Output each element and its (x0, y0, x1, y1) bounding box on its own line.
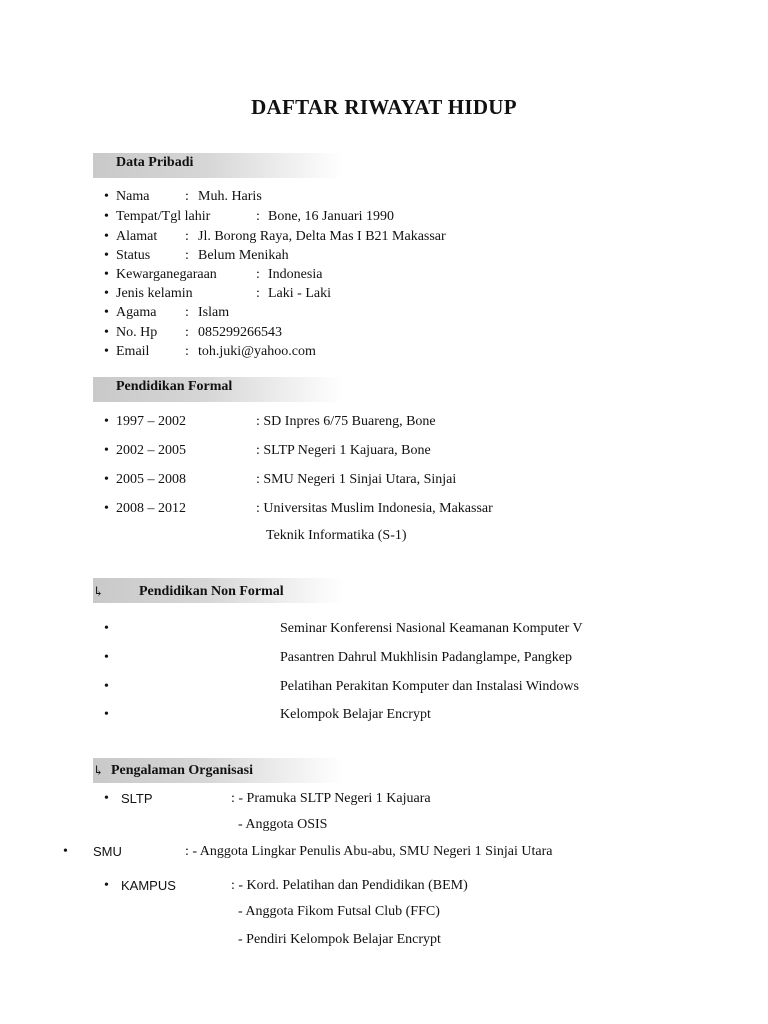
education-school: : SMU Negeri 1 Sinjai Utara, Sinjai (256, 472, 457, 487)
org-entry: : - Anggota Lingkar Penulis Abu-abu, SMU Negeri 1 Sinjai Utara (185, 844, 553, 859)
page-title: DAFTAR RIWAYAT HIDUP (251, 95, 517, 119)
bullet-icon: • (104, 305, 109, 320)
training-item: Kelompok Belajar Encrypt (280, 707, 431, 722)
training-item: Seminar Konferensi Nasional Keamanan Komputer V (280, 621, 583, 636)
bullet-icon: • (104, 248, 109, 263)
hook-arrow-icon: ↳ (93, 584, 104, 599)
field-label: Kewarganegaraan (116, 267, 217, 282)
bullet-icon: • (104, 267, 109, 282)
field-label: Alamat (116, 229, 158, 244)
field-label: No. Hp (116, 325, 158, 340)
bullet-icon: • (104, 286, 109, 301)
field-value: Bone, 16 Januari 1990 (268, 209, 394, 224)
bullet-icon: • (104, 679, 109, 694)
section-heading-formal: Pendidikan Formal (116, 379, 233, 394)
education-period: 1997 – 2002 (116, 414, 186, 429)
education-period: 2002 – 2005 (116, 443, 186, 458)
org-entry: : - Pramuka SLTP Negeri 1 Kajuara (231, 791, 431, 806)
field-label: Agama (116, 305, 157, 320)
bullet-icon: • (104, 650, 109, 665)
org-entry: - Anggota OSIS (238, 817, 328, 832)
education-period: 2008 – 2012 (116, 501, 186, 516)
bullet-icon: • (104, 189, 109, 204)
bullet-icon: • (104, 325, 109, 340)
bullet-icon: • (104, 209, 109, 224)
field-separator: : (185, 305, 189, 320)
training-item: Pasantren Dahrul Mukhlisin Padanglampe, Pangkep (280, 650, 573, 665)
field-label: Status (116, 248, 151, 263)
section-heading-organization: Pengalaman Organisasi (111, 763, 253, 778)
field-value: toh.juki@yahoo.com (198, 344, 316, 359)
field-label: Nama (116, 189, 150, 204)
org-level-label: SMU (93, 844, 122, 859)
field-separator: : (256, 267, 260, 282)
field-value: Laki - Laki (268, 286, 331, 301)
field-value: Jl. Borong Raya, Delta Mas I B21 Makassar (198, 229, 446, 244)
training-item: Pelatihan Perakitan Komputer dan Instalasi Windows (280, 679, 579, 694)
education-period: 2005 – 2008 (116, 472, 186, 487)
section-heading-nonformal: Pendidikan Non Formal (139, 584, 284, 599)
field-separator: : (185, 229, 189, 244)
bullet-icon: • (104, 501, 109, 516)
education-school: : SLTP Negeri 1 Kajuara, Bone (256, 443, 431, 458)
education-major: Teknik Informatika (S-1) (266, 528, 407, 543)
org-level-label: KAMPUS (121, 878, 176, 893)
field-separator: : (185, 248, 189, 263)
bullet-icon: • (104, 707, 109, 722)
org-level-label: SLTP (121, 791, 153, 806)
section-heading-personal: Data Pribadi (116, 155, 194, 170)
field-value: Muh. Haris (198, 189, 262, 204)
field-value: Belum Menikah (198, 248, 289, 263)
bullet-icon: • (104, 229, 109, 244)
field-separator: : (185, 344, 189, 359)
bullet-icon: • (104, 414, 109, 429)
field-label: Tempat/Tgl lahir (116, 209, 211, 224)
field-separator: : (185, 189, 189, 204)
bullet-icon: • (104, 344, 109, 359)
org-entry: : - Kord. Pelatihan dan Pendidikan (BEM) (231, 878, 468, 893)
org-entry: - Pendiri Kelompok Belajar Encrypt (238, 932, 441, 947)
education-school: : SD Inpres 6/75 Buareng, Bone (256, 414, 436, 429)
bullet-icon: • (104, 443, 109, 458)
field-separator: : (185, 325, 189, 340)
bullet-icon: • (104, 878, 109, 893)
bullet-icon: • (104, 791, 109, 806)
bullet-icon: • (104, 621, 109, 636)
field-value: 085299266543 (198, 325, 282, 340)
org-entry: - Anggota Fikom Futsal Club (FFC) (238, 904, 440, 919)
bullet-icon: • (104, 472, 109, 487)
hook-arrow-icon: ↳ (93, 763, 104, 778)
field-value: Indonesia (268, 267, 323, 282)
field-separator: : (256, 286, 260, 301)
bullet-icon: • (63, 844, 68, 859)
field-label: Jenis kelamin (116, 286, 193, 301)
education-school: : Universitas Muslim Indonesia, Makassar (256, 501, 493, 516)
field-label: Email (116, 344, 150, 359)
field-value: Islam (198, 305, 230, 320)
field-separator: : (256, 209, 260, 224)
